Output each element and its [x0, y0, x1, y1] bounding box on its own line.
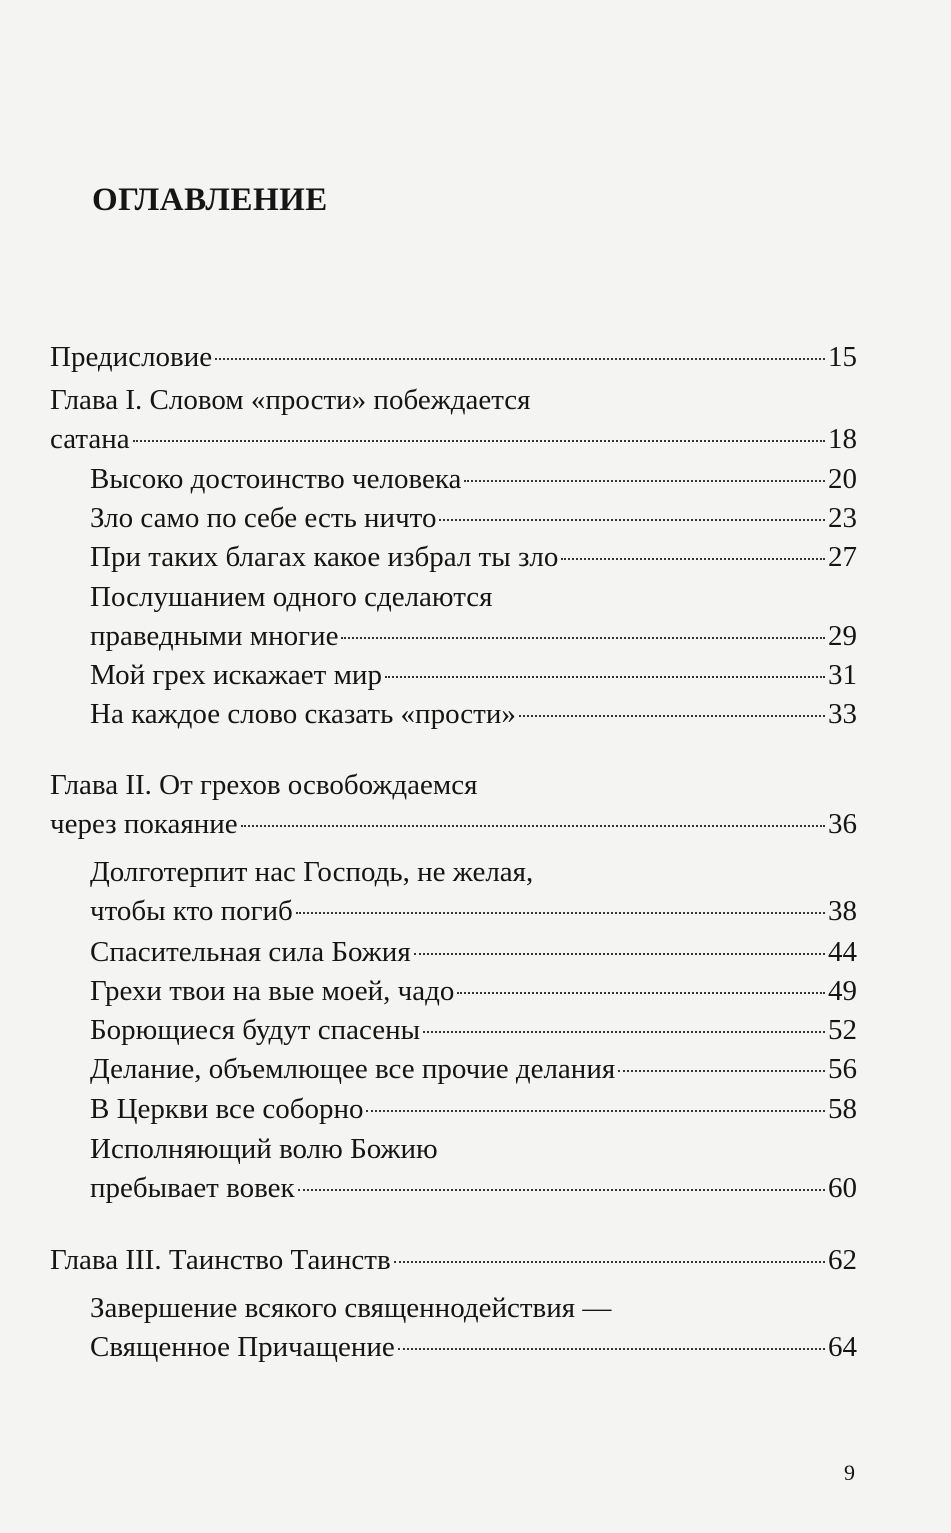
toc-heading: ОГЛАВЛЕНИЕ: [92, 182, 328, 218]
toc-entry: [50, 1241, 857, 1280]
toc-subentry: [90, 460, 857, 499]
toc-entry-title: Глава III. Таинство Таинств: [50, 1244, 391, 1276]
toc-page-number: 49: [828, 975, 857, 1007]
toc-entry-title-continued: сатана: [50, 423, 130, 455]
toc-subentry: [90, 1130, 857, 1208]
toc-entry: [50, 338, 857, 377]
toc-entry-title: Глава I. Словом «прости» побеждается: [50, 384, 531, 416]
dot-leader: [366, 1110, 825, 1112]
toc-page-number: 31: [828, 659, 857, 691]
dot-leader: [341, 637, 825, 639]
dot-leader: [561, 558, 825, 560]
toc-page-number: 36: [828, 808, 857, 840]
toc-entry-title: В Церкви все соборно: [90, 1093, 364, 1125]
dot-leader: [241, 825, 825, 827]
toc-subentry: [90, 499, 857, 538]
toc-subentry: [90, 853, 857, 931]
toc-entry-title: Глава II. От грехов освобождаемся: [50, 769, 478, 801]
dot-leader: [414, 953, 825, 955]
dot-leader: [439, 519, 825, 521]
toc-page-number: 18: [828, 423, 857, 455]
toc-page-number: 60: [828, 1172, 857, 1204]
toc-page-number: 33: [828, 698, 857, 730]
toc-subentry: [90, 1011, 857, 1050]
toc-page-number: 38: [828, 895, 857, 927]
toc-entry-title: Предисловие: [50, 341, 213, 373]
toc-subentry: [90, 933, 857, 972]
toc-entry-title: При таких благах какое избрал ты зло: [90, 541, 559, 573]
toc-subentry: [90, 972, 857, 1011]
toc-entry-title: Послушанием одного сделаются: [90, 581, 493, 613]
toc-page-number: 64: [828, 1331, 857, 1363]
toc-entry-title-continued: пребывает вовек: [90, 1172, 295, 1204]
toc-subentry: [90, 1090, 857, 1129]
toc-entry-title-continued: чтобы кто погиб: [90, 895, 293, 927]
toc-page-number: 44: [828, 936, 857, 968]
dot-leader: [215, 358, 825, 360]
dot-leader: [464, 480, 825, 482]
toc-entry-title: Зло само по себе есть ничто: [90, 502, 437, 534]
toc-page-number: 27: [828, 541, 857, 573]
toc-entry-title: На каждое слово сказать «прости»: [90, 698, 516, 730]
dot-leader: [457, 992, 825, 994]
toc-entry-title: Исполняющий волю Божию: [90, 1133, 438, 1165]
toc-entry: [50, 381, 857, 459]
dot-leader: [133, 440, 825, 442]
dot-leader: [423, 1031, 825, 1033]
toc-entry-title: Завершение всякого священнодействия —: [90, 1292, 612, 1324]
toc-page-number: 52: [828, 1014, 857, 1046]
toc-page-number: 20: [828, 463, 857, 495]
dot-leader: [394, 1261, 825, 1263]
toc-entry-title: Борющиеся будут спасены: [90, 1014, 421, 1046]
toc-entry-title: Спасительная сила Божия: [90, 936, 411, 968]
toc-entry-title: Долготерпит нас Господь, не желая,: [90, 856, 534, 888]
dot-leader: [385, 676, 825, 678]
dot-leader: [296, 912, 825, 914]
toc-page-number: 23: [828, 502, 857, 534]
toc-subentry: [90, 1289, 857, 1367]
toc-page-number: 29: [828, 620, 857, 652]
toc-page-number: 58: [828, 1093, 857, 1125]
toc-entry-title-continued: через покаяние: [50, 808, 238, 840]
toc-entry-title: Грехи твои на вые моей, чадо: [90, 975, 455, 1007]
toc-subentry: [90, 656, 857, 695]
toc-page-number: 15: [828, 341, 857, 373]
dot-leader: [398, 1348, 825, 1350]
toc-entry: [50, 766, 857, 844]
toc-subentry: [90, 695, 857, 734]
page-number: 9: [844, 1460, 855, 1485]
dot-leader: [298, 1189, 825, 1191]
toc-page-number: 62: [828, 1244, 857, 1276]
dot-leader: [618, 1070, 825, 1072]
toc-subentry: [90, 578, 857, 656]
toc-entry-title-continued: праведными многие: [90, 620, 339, 652]
dot-leader: [519, 715, 825, 717]
toc-entry-title: Делание, объемлющее все прочие делания: [90, 1053, 616, 1085]
toc-page-number: 56: [828, 1053, 857, 1085]
toc-subentry: [90, 1050, 857, 1089]
toc-entry-title: Высоко достоинство человека: [90, 463, 462, 495]
toc-entry-title: Мой грех искажает мир: [90, 659, 382, 691]
toc-entry-title-continued: Священное Причащение: [90, 1331, 395, 1363]
toc-subentry: [90, 538, 857, 577]
